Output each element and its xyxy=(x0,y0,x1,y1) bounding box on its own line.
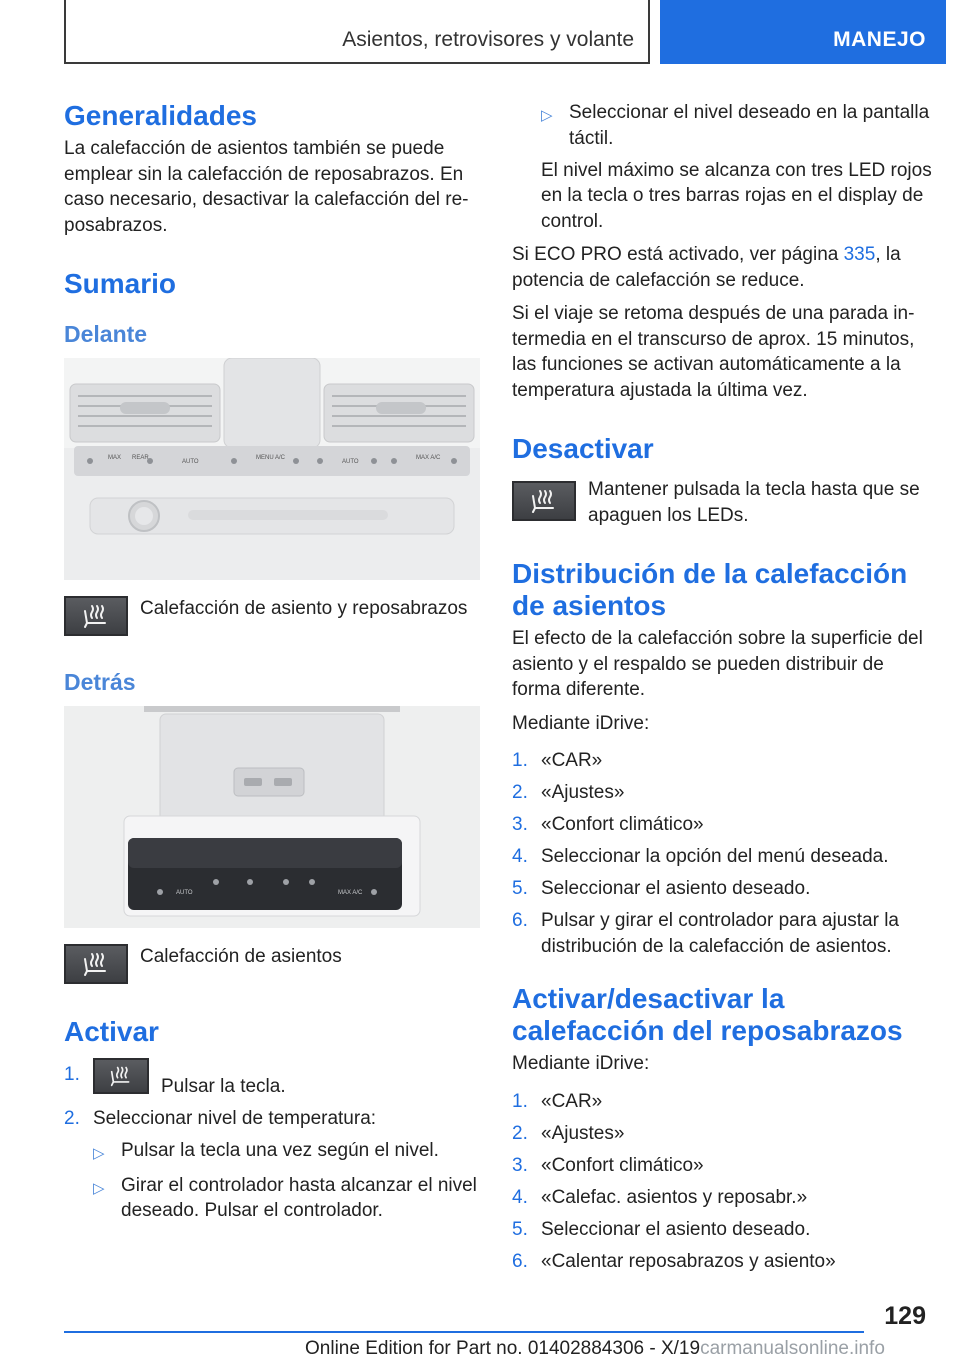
seat-heating-key-icon xyxy=(64,596,128,636)
distribucion-steps xyxy=(512,748,932,959)
max-level-note: El nivel máximo se alcanza con tres LED rojos en la tecla o tres barras rojas en el display de control. xyxy=(541,159,932,232)
seat-heating-icon xyxy=(529,488,559,514)
step-number: 2. xyxy=(512,1122,528,1144)
front-label-menu-ac: MENU A/C xyxy=(256,455,286,461)
distribucion-text: El efecto de la calefacción sobre la superficie del asiento y el respaldo se pueden distribuir de forma diferente. xyxy=(512,628,923,700)
list-item xyxy=(512,1089,932,1115)
header-title: Asientos, retrovisores y volante xyxy=(342,28,634,51)
step-text: «Confort climático» xyxy=(541,814,704,835)
step-text: Pulsar la tecla. xyxy=(161,1076,286,1097)
eco-pro-text-end: , la potencia de calefacción se reduce. xyxy=(512,244,901,291)
reposabrazos-via: Mediante iDrive: xyxy=(512,1053,650,1074)
desactivar-caption: Mantener pulsada la tecla hasta que se apaguen los LEDs. xyxy=(588,479,920,526)
seat-heating-icon xyxy=(81,951,111,977)
activar-steps xyxy=(64,1062,482,1230)
seat-heating-key-icon xyxy=(512,481,576,521)
list-item xyxy=(512,748,932,774)
front-console-illustration xyxy=(64,358,480,580)
step-text: «Calentar reposabrazos y asiento» xyxy=(541,1250,836,1272)
step-number: 5. xyxy=(512,1218,528,1240)
seat-heating-key-icon xyxy=(93,1058,149,1094)
rear-label-max-ac: MAX A/C xyxy=(338,890,363,896)
triangle-bullet-icon: ▷ xyxy=(541,107,553,124)
step-number: 2. xyxy=(512,782,528,803)
step-number: 2. xyxy=(64,1108,80,1129)
step-text: «CAR» xyxy=(541,1090,603,1112)
heading-distribucion: Distribución de la calefacción de asientos xyxy=(512,558,908,621)
heading-detras: Detrás xyxy=(64,669,136,695)
step-text: Pulsar y girar el controlador para ajustar la distribución de la calefacción de asientos. xyxy=(541,910,900,957)
list-item xyxy=(512,1185,932,1211)
rear-console-illustration xyxy=(64,706,480,928)
list-item xyxy=(64,1062,482,1100)
list-item xyxy=(512,1217,932,1243)
step-text: «CAR» xyxy=(541,750,603,771)
front-label-max: MAX xyxy=(108,455,122,461)
front-caption: Calefacción de asiento y reposabrazos xyxy=(140,598,468,619)
triangle-bullet-icon: ▷ xyxy=(93,1179,105,1197)
activar-substeps xyxy=(93,1138,482,1224)
substep-text: Pulsar la tecla una vez según el nivel. xyxy=(121,1139,439,1161)
page-link[interactable]: 335 xyxy=(843,244,876,265)
heading-delante: Delante xyxy=(64,321,148,347)
step-text: «Confort climático» xyxy=(541,1154,704,1176)
step-number: 1. xyxy=(64,1064,80,1085)
front-label-rear: REAR xyxy=(132,455,149,461)
seat-heating-icon xyxy=(81,603,111,629)
substep-text: Girar el controlador hasta alcanzar el nivel deseado. Pulsar el controlador. xyxy=(121,1174,477,1221)
header-section-tab xyxy=(660,0,946,64)
step-text: Seleccionar el asiento deseado. xyxy=(541,878,811,899)
heading-generalidades: Generalidades xyxy=(64,100,257,131)
front-console-photo xyxy=(64,358,480,580)
step-text: Seleccionar la opción del menú deseada. xyxy=(541,846,889,867)
step-number: 6. xyxy=(512,1250,528,1272)
footer-edition xyxy=(305,1338,885,1360)
heading-activar: Activar xyxy=(64,1016,159,1047)
distribucion-via: Mediante iDrive: xyxy=(512,712,650,734)
seat-heating-icon xyxy=(108,1065,134,1087)
list-item xyxy=(93,1173,482,1224)
front-caption-row xyxy=(64,596,482,636)
header-section: MANEJO xyxy=(833,28,926,51)
eco-pro-note xyxy=(512,242,932,293)
step-number: 5. xyxy=(512,878,528,899)
list-item xyxy=(512,908,932,959)
rear-caption: Calefacción de asientos xyxy=(140,946,342,967)
step-number: 4. xyxy=(512,846,528,867)
list-item xyxy=(512,1153,932,1179)
list-item xyxy=(512,876,932,902)
triangle-bullet-icon: ▷ xyxy=(93,1144,105,1162)
rear-console-photo xyxy=(64,706,480,928)
activar-substeps-continued xyxy=(512,100,932,151)
substep-text: Seleccionar el nivel deseado en la pantalla táctil. xyxy=(569,102,930,149)
generalidades-text: La calefacción de asientos también se puede emplear sin la calefacción de reposabrazos. En caso necesario, desactivar la calefacción del reposabrazos. xyxy=(64,138,469,236)
rear-seat-heating-key-icon xyxy=(64,944,128,984)
footer-watermark: carmanualsonline.info xyxy=(700,1338,885,1359)
step-text: «Calefac. asientos y reposabr.» xyxy=(541,1186,808,1208)
resume-note: Si el viaje se retoma después de una parada intermedia en el transcurso de aprox. 15 minutos, las funciones se activan automáticamente a la temperatura ajustada la última vez. xyxy=(512,303,915,401)
step-number: 1. xyxy=(512,1090,528,1112)
step-number: 3. xyxy=(512,1154,528,1176)
step-number: 4. xyxy=(512,1186,528,1208)
heading-reposabrazos: Activar/desactivar la calefacción del reposabrazos xyxy=(512,983,903,1046)
list-item xyxy=(93,1138,482,1167)
list-item xyxy=(512,844,932,870)
eco-pro-text: Si ECO PRO está activado, ver página xyxy=(512,244,844,265)
list-item xyxy=(64,1106,482,1230)
list-item xyxy=(512,812,932,838)
step-text: Seleccionar nivel de temperatura: xyxy=(93,1108,377,1129)
list-item xyxy=(512,780,932,806)
right-column xyxy=(512,100,932,1281)
step-text: Seleccionar el asiento deseado. xyxy=(541,1218,811,1240)
list-item xyxy=(512,1249,932,1275)
step-number: 6. xyxy=(512,910,528,931)
heading-sumario: Sumario xyxy=(64,268,177,299)
desactivar-row xyxy=(512,477,932,528)
rear-label-auto: AUTO xyxy=(176,890,193,896)
step-text: «Ajustes» xyxy=(541,782,625,803)
list-item xyxy=(512,1121,932,1147)
reposabrazos-steps xyxy=(512,1089,932,1275)
header-title-box xyxy=(64,0,650,64)
step-number: 1. xyxy=(512,750,528,771)
heading-desactivar: Desactivar xyxy=(512,433,654,464)
list-item xyxy=(541,100,932,151)
left-column xyxy=(64,100,482,1237)
rear-caption-row xyxy=(64,944,482,984)
page-number: 129 xyxy=(884,1302,926,1330)
footer-edition-text: Online Edition for Part no. 01402884306 - X/19 xyxy=(305,1338,701,1359)
front-label-auto-left: AUTO xyxy=(182,459,199,465)
front-label-max-ac: MAX A/C xyxy=(416,455,441,461)
step-number: 3. xyxy=(512,814,528,835)
footer-divider xyxy=(64,1331,864,1333)
step-text: «Ajustes» xyxy=(541,1122,625,1144)
front-label-auto-right: AUTO xyxy=(342,459,359,465)
